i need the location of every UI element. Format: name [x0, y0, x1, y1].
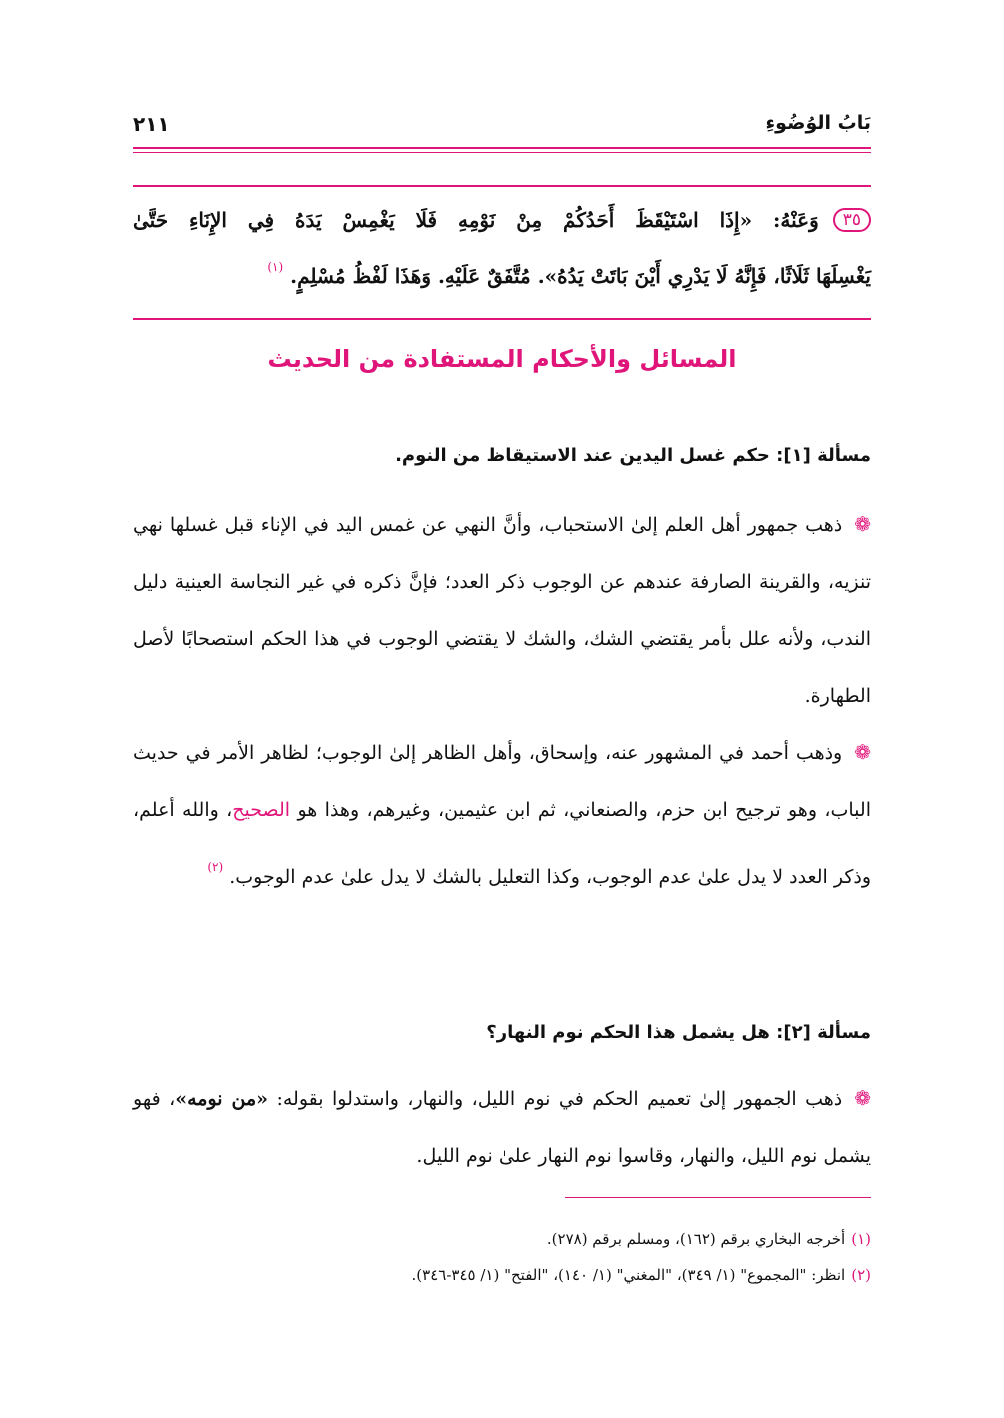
chapter-title: بَابُ الوُضُوءِ — [765, 112, 871, 134]
page-number: ٢١١ — [133, 112, 170, 136]
footnote — [133, 1266, 871, 1284]
hadith-text — [133, 197, 871, 300]
paragraph-text: ذهب جمهور أهل العلم إلىٰ الاستحباب، وأنَّ النهي عن غمس اليد في الإناء قبل غسلها نهي تنزيه، والقرينة الصارفة عندهم عن الوجوب ذكر العدد؛ فإنَّ ذكره في غير النجاسة العينية دليل الندب، ولأنه علل بأمر يقتضي الشك، والشك لا يقتضي الوجوب في هذا الحكم استصحابًا لأصل الطهارة. — [133, 514, 871, 707]
footnote-number: (٢) — [851, 1266, 871, 1284]
header-rule — [133, 147, 871, 149]
paragraph-text: وذهب أحمد في المشهور عنه، وإسحاق، وأهل الظاهر إلىٰ الوجوب؛ لظاهر الأمر في حديث الباب، وهو ترجيح ابن حزم، والصنعاني، ثم ابن عثيمين، وغيرهم، وهذا هو — [133, 742, 871, 821]
question-title: هل يشمل هذا الحكم نوم النهار؟ — [486, 1022, 770, 1043]
question-title: حكم غسل اليدين عند الاستيقاظ من النوم. — [395, 445, 770, 466]
flower-icon: ❁ — [854, 512, 871, 536]
footnote-separator — [565, 1197, 871, 1198]
paragraph-text: ، والله أعلم، وذكر العدد لا يدل علىٰ عدم الوجوب، وكذا التعليل بالشك لا يدل علىٰ عدم الوجوب. — [133, 799, 871, 888]
hadith-line-2: يَغْسِلَهَا ثَلَاثًا، فَإِنَّهُ لَا يَدْرِي أَيْنَ بَاتَتْ يَدُهُ». مُتَّفَقٌ عَلَيْهِ. وَهَذَا لَفْظُ مُسْلِمٍ. — [290, 264, 871, 288]
paragraph — [133, 724, 871, 906]
hadith-box-top-rule — [133, 185, 871, 187]
flower-icon: ❁ — [854, 1086, 871, 1110]
paragraph — [133, 496, 871, 725]
hadith-box-bottom-rule — [133, 318, 871, 320]
question-heading — [133, 445, 871, 466]
paragraph — [133, 1070, 871, 1185]
section-title: المسائل والأحكام المستفادة من الحديث — [267, 345, 737, 373]
highlight-text: الصحيح — [232, 799, 291, 821]
hadith-line-1: وَعَنْهُ: «إِذَا اسْتَيْقَظَ أَحَدُكُمْ مِنْ نَوْمِهِ فَلَا يَغْمِسْ يَدَهُ فِي الإِنَاءِ حَتَّىٰ — [133, 208, 819, 232]
header-rule-thin — [133, 152, 871, 153]
hadith-number-badge: ٣٥ — [833, 208, 871, 232]
footnote-ref[interactable]: (٢) — [207, 860, 224, 874]
question-label: مسألة [٢]: — [776, 1022, 871, 1043]
footnote-ref[interactable]: (١) — [267, 260, 284, 274]
footnote-number: (١) — [851, 1230, 871, 1248]
running-header — [133, 112, 871, 142]
paragraph-text: ، فهو يشمل نوم الليل، والنهار، وقاسوا نوم النهار علىٰ نوم الليل. — [133, 1088, 871, 1167]
footnote-text: أخرجه البخاري برقم (١٦٢)، ومسلم برقم (٢٧٨). — [546, 1230, 846, 1248]
footnote-text: انظر: "المجموع" (١/ ٣٤٩)، "المغني" (١/ ١٤٠)، "الفتح" (١/ ٣٤٥-٣٤٦). — [411, 1266, 846, 1284]
flower-icon: ❁ — [854, 740, 871, 764]
question-heading — [133, 1022, 871, 1043]
footnote — [133, 1230, 871, 1248]
paragraph-text: ذهب الجمهور إلىٰ تعميم الحكم في نوم الليل، والنهار، واستدلوا بقوله: — [276, 1088, 843, 1110]
question-label: مسألة [١]: — [776, 445, 871, 466]
quote-text: «من نومه» — [175, 1088, 269, 1110]
